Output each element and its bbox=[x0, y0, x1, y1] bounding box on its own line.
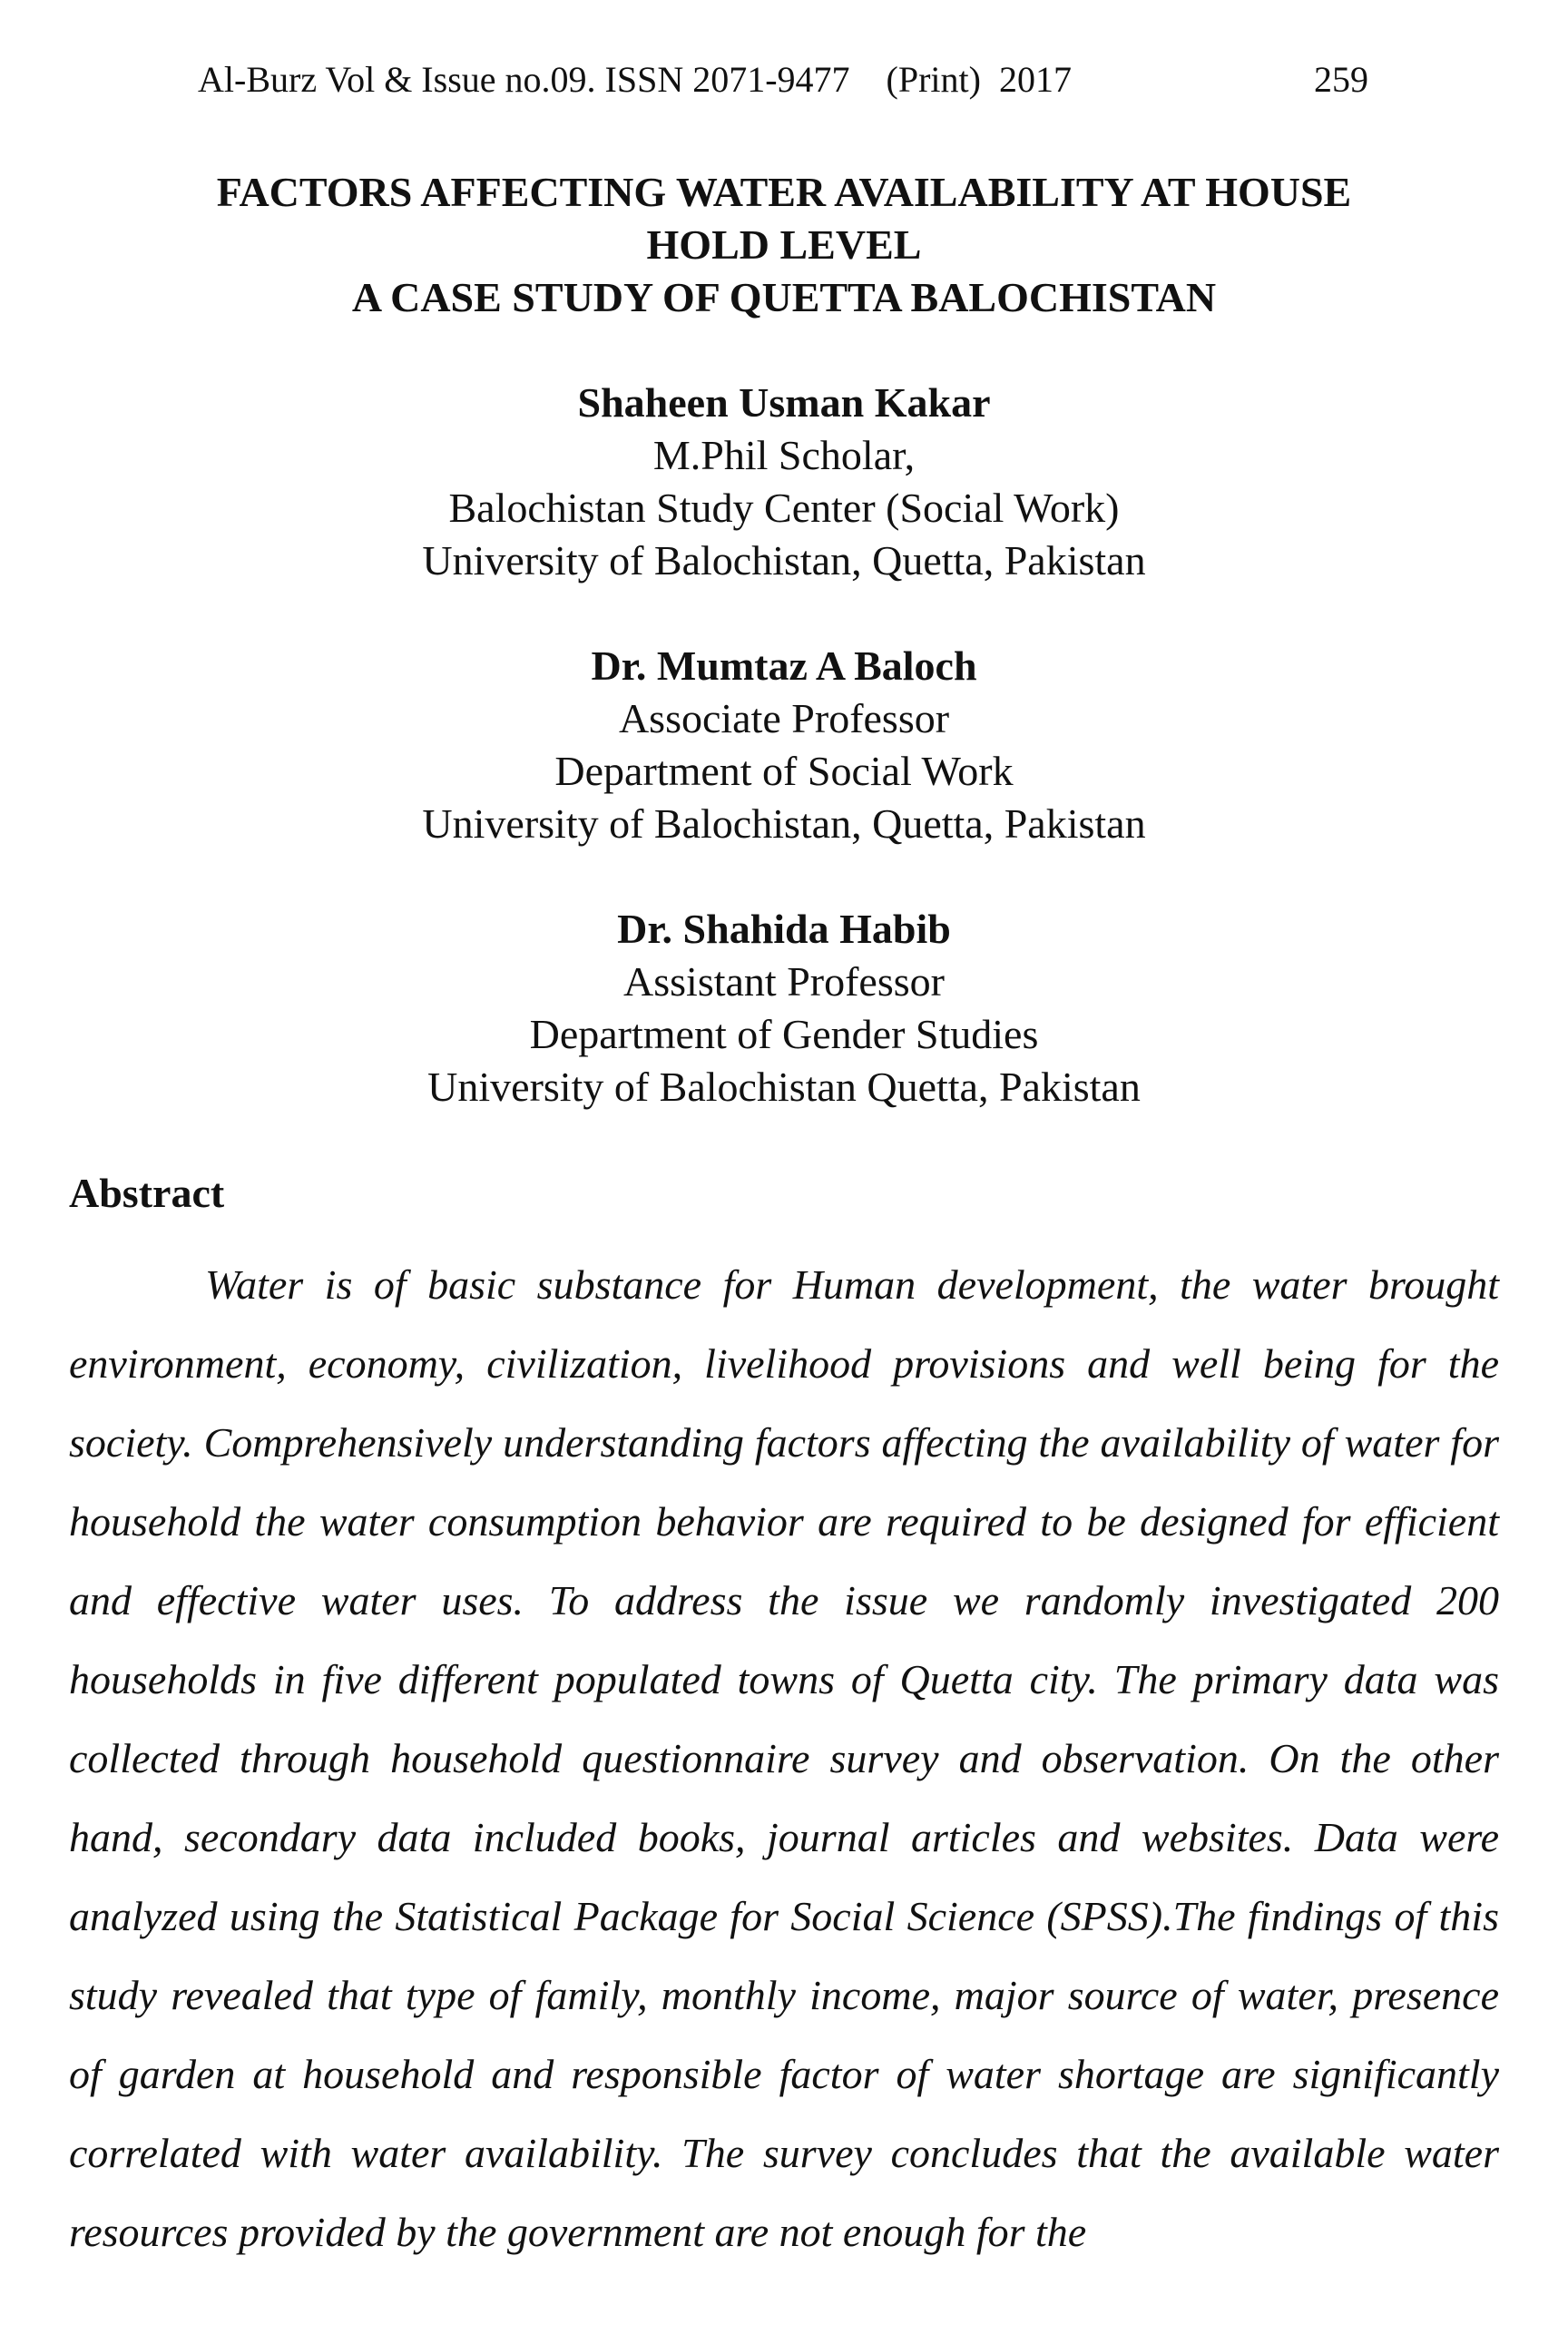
author-affiliation: University of Balochistan, Quetta, Pakistan bbox=[422, 537, 1146, 584]
abstract-text: Water is of basic substance for Human development, the water brought environment, economy, civilization, livelihood provisions and well being for the society. Comprehensively understanding factors affecting the availability of water for household the water consumption behavior are required to be designed for efficient and effective water uses. To address the issue we randomly investigated 200 households in five different populated towns of Quetta city. The primary data was collected through household questionnaire survey and observation. On the other hand, secondary data included books, journal articles and websites. Data were analyzed using the Statistical Package for Social Science (SPSS).The findings of this study revealed that type of family, monthly income, major source of water, presence of garden at household and responsible factor of water shortage are significantly correlated with water availability. The survey concludes that the available water resources provided by the government are not enough for the bbox=[69, 1261, 1499, 2255]
author-department: Department of Social Work bbox=[554, 748, 1014, 794]
author-position: Associate Professor bbox=[618, 695, 950, 741]
author-affiliation: University of Balochistan Quetta, Pakistan bbox=[427, 1064, 1141, 1110]
title-line-2: HOLD LEVEL bbox=[646, 221, 922, 268]
author-name: Dr. Mumtaz A Baloch bbox=[591, 642, 977, 689]
author-department: Department of Gender Studies bbox=[529, 1011, 1039, 1057]
title-line-1: FACTORS AFFECTING WATER AVAILABILITY AT HOUSE bbox=[216, 169, 1352, 215]
running-header bbox=[198, 53, 1368, 107]
abstract-heading: Abstract bbox=[69, 1170, 225, 1216]
author-position: Assistant Professor bbox=[623, 958, 945, 1005]
author-name: Dr. Shahida Habib bbox=[617, 906, 951, 952]
journal-info: Al-Burz Vol & Issue no.09. ISSN 2071-9477 (Print) 2017 bbox=[198, 59, 1072, 100]
author-block-2 bbox=[91, 640, 1477, 850]
title-line-3: A CASE STUDY OF QUETTA BALOCHISTAN bbox=[351, 274, 1217, 320]
author-department: Balochistan Study Center (Social Work) bbox=[448, 485, 1120, 531]
author-position: M.Phil Scholar, bbox=[652, 432, 916, 478]
author-block-3 bbox=[91, 903, 1477, 1113]
author-block-1 bbox=[91, 377, 1477, 587]
author-name: Shaheen Usman Kakar bbox=[577, 379, 991, 426]
author-affiliation: University of Balochistan, Quetta, Pakistan bbox=[422, 800, 1146, 847]
page-number: 259 bbox=[1314, 59, 1368, 100]
paper-title bbox=[91, 166, 1477, 324]
